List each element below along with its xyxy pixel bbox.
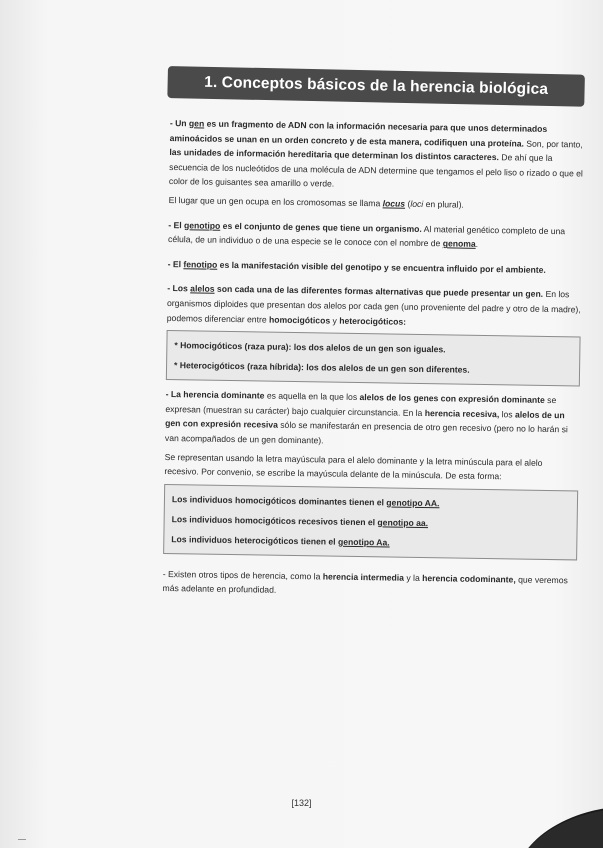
page-content [162, 116, 583, 602]
term-genotipo: genotipo [183, 219, 221, 231]
box-line: * Heterocigóticos (raza híbrida): los dos alelos de un gen son diferentes. [174, 360, 470, 375]
scan-mark [18, 839, 26, 840]
text-run: - La herencia dominante [165, 389, 265, 401]
text-run: es la manifestación visible del genotipo y se encuentra influido por el ambiente. [217, 259, 546, 275]
term-alelos: alelos [190, 283, 215, 295]
term-fenotipo: fenotipo [183, 258, 218, 270]
text-run: y la [403, 572, 423, 583]
text-run: Los individuos homocigóticos recesivos tienen el [171, 513, 378, 527]
text-run: Al material genético completo de una célula, de un individuo o de una especie se le conoce con el nombre de [167, 223, 566, 249]
text-run: - Los [167, 283, 191, 294]
page-curl-shadow [513, 806, 603, 848]
text-run: - El [168, 219, 185, 230]
text-run: que veremos más adelante en profundidad. [162, 574, 568, 596]
genotipo-label: genotipo aa. [377, 516, 429, 528]
genotipo-label: genotipo Aa. [337, 536, 390, 548]
paragraph-alelos [167, 281, 582, 331]
paragraph-gen [169, 116, 584, 195]
text-run: es el conjunto de genes que tiene un organismo. [220, 220, 422, 234]
text-run: . [475, 238, 479, 250]
term-locus: locus [382, 198, 406, 209]
text-run: sólo se manifestarán en presencia de otro gen recesivo (pero no lo harán si van acompañados de un gen dominante). [164, 420, 568, 446]
page-number: [132] [291, 798, 312, 808]
text-run: heterocigóticos: [339, 315, 407, 327]
text-run: los [499, 408, 516, 420]
text-run: las unidades de información hereditaria que determinan los distintos caracteres. [169, 147, 500, 163]
box-line: * Homocigóticos (raza pura): los dos alelos de un gen son iguales. [174, 340, 446, 355]
text-run: El lugar que un gen ocupa en los cromosomas se llama [168, 194, 383, 209]
text-run: en plural). [423, 198, 464, 210]
text-run: Los individuos homocigóticos dominantes tienen el [171, 493, 387, 508]
text-run: ( [405, 198, 411, 209]
text-run: Los individuos heterocigóticos tienen el [171, 533, 339, 547]
text-run: De ahí que la secuencia de los nucleótidos de una molécula de ADN determine que tengamos el pelo liso o rizado o que el color de los guisantes sea amarillo o verde. [168, 152, 583, 189]
term-loci: loci [410, 198, 424, 209]
term-gen: gen [188, 118, 205, 129]
genotipo-label: genotipo AA. [386, 497, 440, 508]
text-run: es aquella en la que los [264, 390, 360, 403]
text-run: En los organismos diploides que presentan dos alelos por cada gen (uno proveniente del padre y otro de la madre), podemos diferenciar entre [166, 289, 581, 325]
text-run: Son, por tanto, [523, 138, 583, 150]
text-run: homocigóticos [268, 314, 331, 326]
text-run: se expresan (muestran su carácter) bajo cualquier circunstancia. En la [165, 395, 557, 418]
section-title-text: 1. Conceptos básicos de la herencia biológica [204, 73, 549, 98]
section-title [167, 66, 585, 107]
text-run: herencia codominante, [422, 572, 516, 585]
text-run: alelos de un gen con expresión recesiva [165, 409, 565, 431]
term-genoma: genoma [442, 238, 476, 249]
text-run: - Un [169, 117, 190, 129]
text-run: son cada una de las diferentes formas alternativas que puede presentar un gen. [214, 284, 544, 300]
text-run: - El [167, 258, 184, 269]
paragraph-otros-tipos [162, 567, 576, 603]
text-run: alelos de los genes con expresión dominante [359, 392, 545, 406]
text-run: y [330, 315, 340, 326]
text-run: herencia recesiva, [424, 407, 500, 419]
alelos-definition-box [166, 330, 581, 386]
paragraph-representacion: Se representan usando la letra mayúscula para el alelo dominante y la letra minúscula para el alelo recesivo. Por convenio, se escribe la mayúscula delante de la minúscula. De esta forma: [164, 451, 543, 482]
text-run: es un fragmento de ADN con la información necesaria para que unos determinados aminoácidos se unan en un orden concreto y de esta manera, codifiquen una proteína. [169, 118, 548, 149]
text-run: herencia intermedia [322, 571, 405, 583]
paragraph-herencia-dominante [165, 387, 580, 452]
genotipo-examples-box [163, 484, 578, 560]
text-run: - Existen otros tipos de herencia, como la [162, 568, 323, 582]
